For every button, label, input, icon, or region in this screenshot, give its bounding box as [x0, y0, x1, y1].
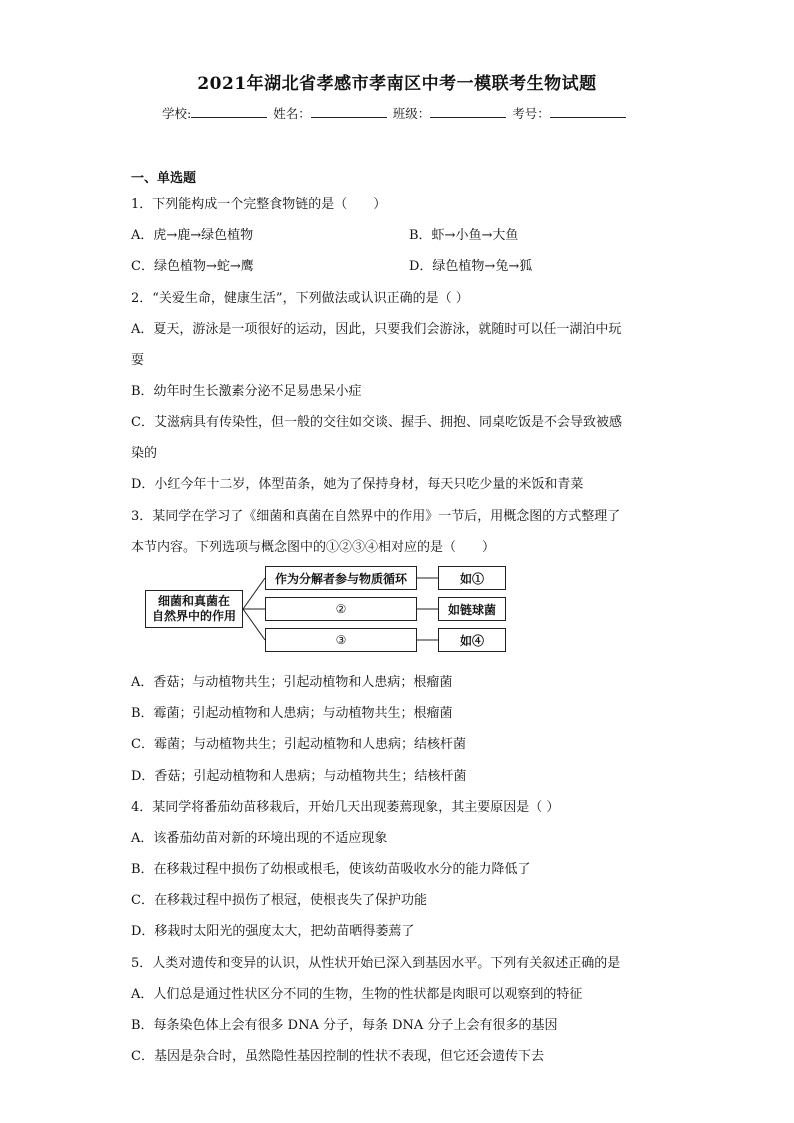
q2-option-a-cont: 耍 — [131, 353, 145, 368]
page-title: 2021年湖北省孝感市孝南区中考一模联考生物试题 — [197, 74, 597, 94]
q4-option-a: A．该番茄幼苗对新的环境出现的不适应现象 — [131, 831, 388, 846]
concept-root: 细菌和真菌在 自然界中的作用 — [145, 590, 243, 628]
student-info-line — [162, 104, 628, 122]
q1-option-d: D．绿色植物→兔→狐 — [409, 259, 533, 274]
q4-stem: 4．某同学将番茄幼苗移栽后，开始几天出现萎蔫现象，其主要原因是（ ） — [131, 800, 560, 815]
q3-option-b: B．霉菌；引起动植物和人患病；与动植物共生；根瘤菌 — [131, 706, 453, 721]
section-heading: 一、单选题 — [131, 171, 197, 186]
number-label: 考号： — [512, 106, 550, 121]
q1-stem: 1．下列能构成一个完整食物链的是（ ） — [131, 197, 387, 212]
q1-option-c: C．绿色植物→蛇→鹰 — [131, 259, 254, 274]
q2-option-c: C．艾滋病具有传染性，但一般的交往如交谈、握手、拥抱、同桌吃饭是不会导致被感 — [131, 415, 622, 430]
school-blank[interactable] — [191, 105, 267, 118]
q2-option-d: D．小红今年十二岁，体型苗条，她为了保持身材，每天只吃少量的米饭和青菜 — [131, 477, 584, 492]
q3-stem-cont: 本节内容。下列选项与概念图中的①②③④相对应的是（ ） — [131, 540, 496, 555]
school-label: 学校: — [162, 106, 192, 121]
q3-option-a: A．香菇；与动植物共生；引起动植物和人患病；根瘤菌 — [131, 675, 453, 690]
q1-option-b: B．虾→小鱼→大鱼 — [409, 228, 519, 243]
name-blank[interactable] — [311, 105, 387, 118]
q2-option-c-cont: 染的 — [131, 446, 158, 461]
q5-stem: 5．人类对遗传和变异的认识，从性状开始已深入到基因水平。下列有关叙述正确的是 — [131, 956, 621, 971]
concept-blank-3: ③ — [265, 628, 417, 652]
q3-option-c: C．霉菌；与动植物共生；引起动植物和人患病；结核杆菌 — [131, 737, 466, 752]
q2-option-a: A．夏天，游泳是一项很好的运动，因此，只要我们会游泳，就随时可以任一湖泊中玩 — [131, 322, 622, 337]
q5-option-a: A．人们总是通过性状区分不同的生物，生物的性状都是肉眼可以观察到的特征 — [131, 987, 583, 1002]
q4-option-d: D．移栽时太阳光的强度太大，把幼苗晒得萎蔫了 — [131, 924, 415, 939]
concept-example-2: 如链球菌 — [438, 597, 506, 621]
class-blank[interactable] — [430, 105, 506, 118]
class-label: 班级： — [392, 106, 431, 121]
q2-stem: 2．“关爱生命，健康生活”，下列做法或认识正确的是（ ） — [131, 291, 469, 306]
concept-decomposer: 作为分解者参与物质循环 — [265, 566, 417, 590]
q4-option-c: C．在移栽过程中损伤了根冠，使根丧失了保护功能 — [131, 893, 427, 908]
concept-map — [145, 563, 510, 655]
concept-example-4: 如④ — [438, 628, 506, 652]
q5-option-b: B．每条染色体上会有很多 DNA 分子，每条 DNA 分子上会有很多的基因 — [131, 1018, 558, 1033]
q2-option-b: B．幼年时生长激素分泌不足易患呆小症 — [131, 384, 362, 399]
q4-option-b: B．在移栽过程中损伤了幼根或根毛，使该幼苗吸收水分的能力降低了 — [131, 862, 531, 877]
q3-stem: 3．某同学在学习了《细菌和真菌在自然界中的作用》一节后，用概念图的方式整理了 — [131, 509, 621, 524]
q3-option-d: D．香菇；引起动植物和人患病；与动植物共生；结核杆菌 — [131, 769, 467, 784]
q1-option-a: A．虎→鹿→绿色植物 — [131, 228, 254, 243]
number-blank[interactable] — [550, 105, 626, 118]
concept-blank-2: ② — [265, 597, 417, 621]
name-label: 姓名： — [273, 106, 311, 121]
concept-example-1: 如① — [438, 566, 506, 590]
q5-option-c: C．基因是杂合时，虽然隐性基因控制的性状不表现，但它还会遗传下去 — [131, 1049, 544, 1064]
